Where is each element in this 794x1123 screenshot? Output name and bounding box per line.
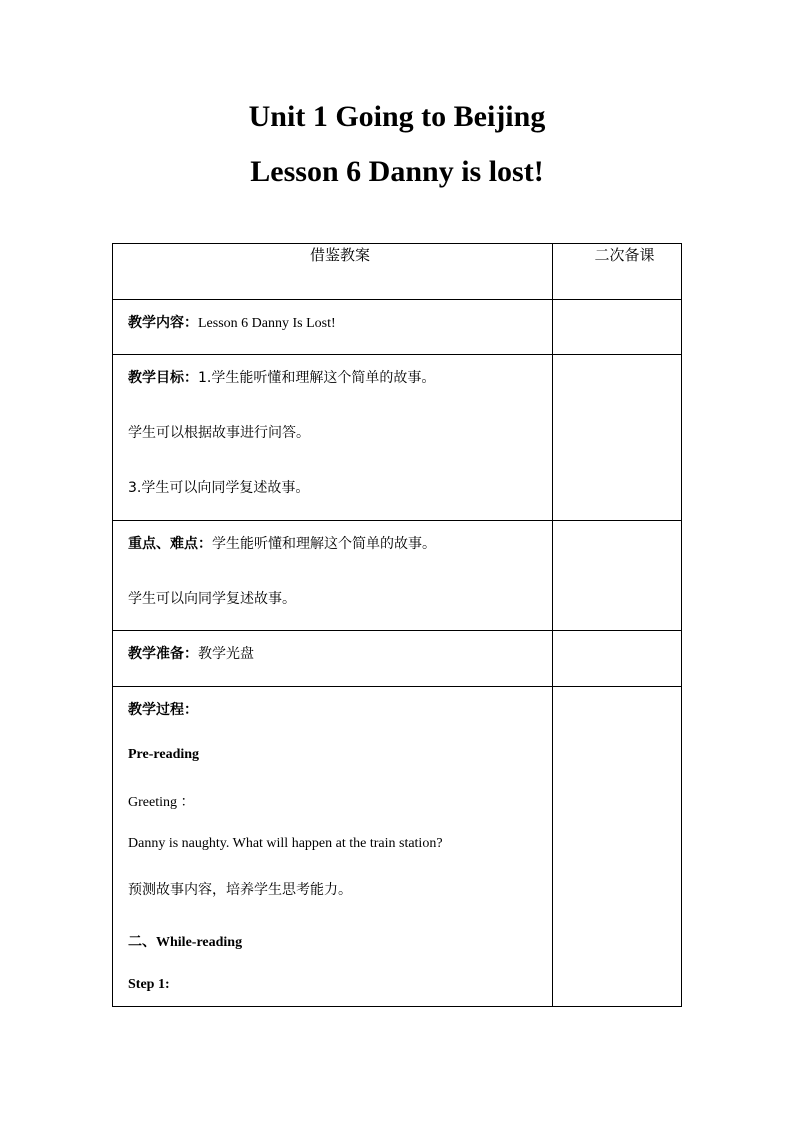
predict-line: 预测故事内容，培养学生思考能力。 — [128, 882, 352, 898]
keypoints-label: 重点、难点： — [128, 536, 212, 552]
table-row-process — [113, 687, 682, 1007]
table-header-row — [113, 244, 682, 300]
objective-3: 3.学生可以向同学复述故事。 — [128, 480, 310, 496]
objectives-cell — [113, 355, 553, 521]
process-label: 教学过程： — [128, 702, 198, 718]
objective-2: 学生可以根据故事进行问答。 — [128, 425, 310, 441]
process-notes-cell — [553, 687, 682, 1007]
document-subtitle: Lesson 6 Danny is lost! — [250, 155, 544, 188]
keypoints-notes-cell — [553, 521, 682, 631]
process-cell — [113, 687, 553, 1007]
lesson-plan-table — [112, 243, 682, 1007]
while-reading-heading: While-reading — [156, 935, 243, 950]
content-cell — [113, 300, 553, 355]
while-reading-prefix: 二、 — [128, 934, 156, 950]
preparation-cell — [113, 631, 553, 687]
objectives-label: 教学目标： — [128, 370, 198, 386]
document-title: Unit 1 Going to Beijing — [248, 100, 546, 133]
table-row-preparation — [113, 631, 682, 687]
objectives-notes-cell — [553, 355, 682, 521]
table-row-objectives — [113, 355, 682, 521]
keypoint-2: 学生可以向同学复述故事。 — [128, 591, 296, 607]
greeting-line: Greeting ： — [128, 795, 195, 810]
keypoint-1: 学生能听懂和理解这个简单的故事。 — [212, 536, 436, 552]
header-second-prep: 二次备课 — [553, 244, 682, 300]
content-value: Lesson 6 Danny Is Lost! — [198, 316, 336, 331]
step-1-heading: Step 1: — [128, 977, 170, 992]
pre-reading-heading: Pre-reading — [128, 747, 200, 762]
content-label: 教学内容： — [128, 315, 198, 331]
keypoints-cell — [113, 521, 553, 631]
header-reference-plan: 借鉴教案 — [113, 244, 553, 300]
table-row-keypoints — [113, 521, 682, 631]
prep-label: 教学准备： — [128, 646, 198, 662]
content-notes-cell — [553, 300, 682, 355]
preparation-notes-cell — [553, 631, 682, 687]
objective-1: 1.学生能听懂和理解这个简单的故事。 — [198, 370, 436, 386]
danny-question-line: Danny is naughty. What will happen at the train station? — [128, 836, 443, 851]
table-row-content — [113, 300, 682, 355]
prep-value: 教学光盘 — [198, 646, 254, 662]
